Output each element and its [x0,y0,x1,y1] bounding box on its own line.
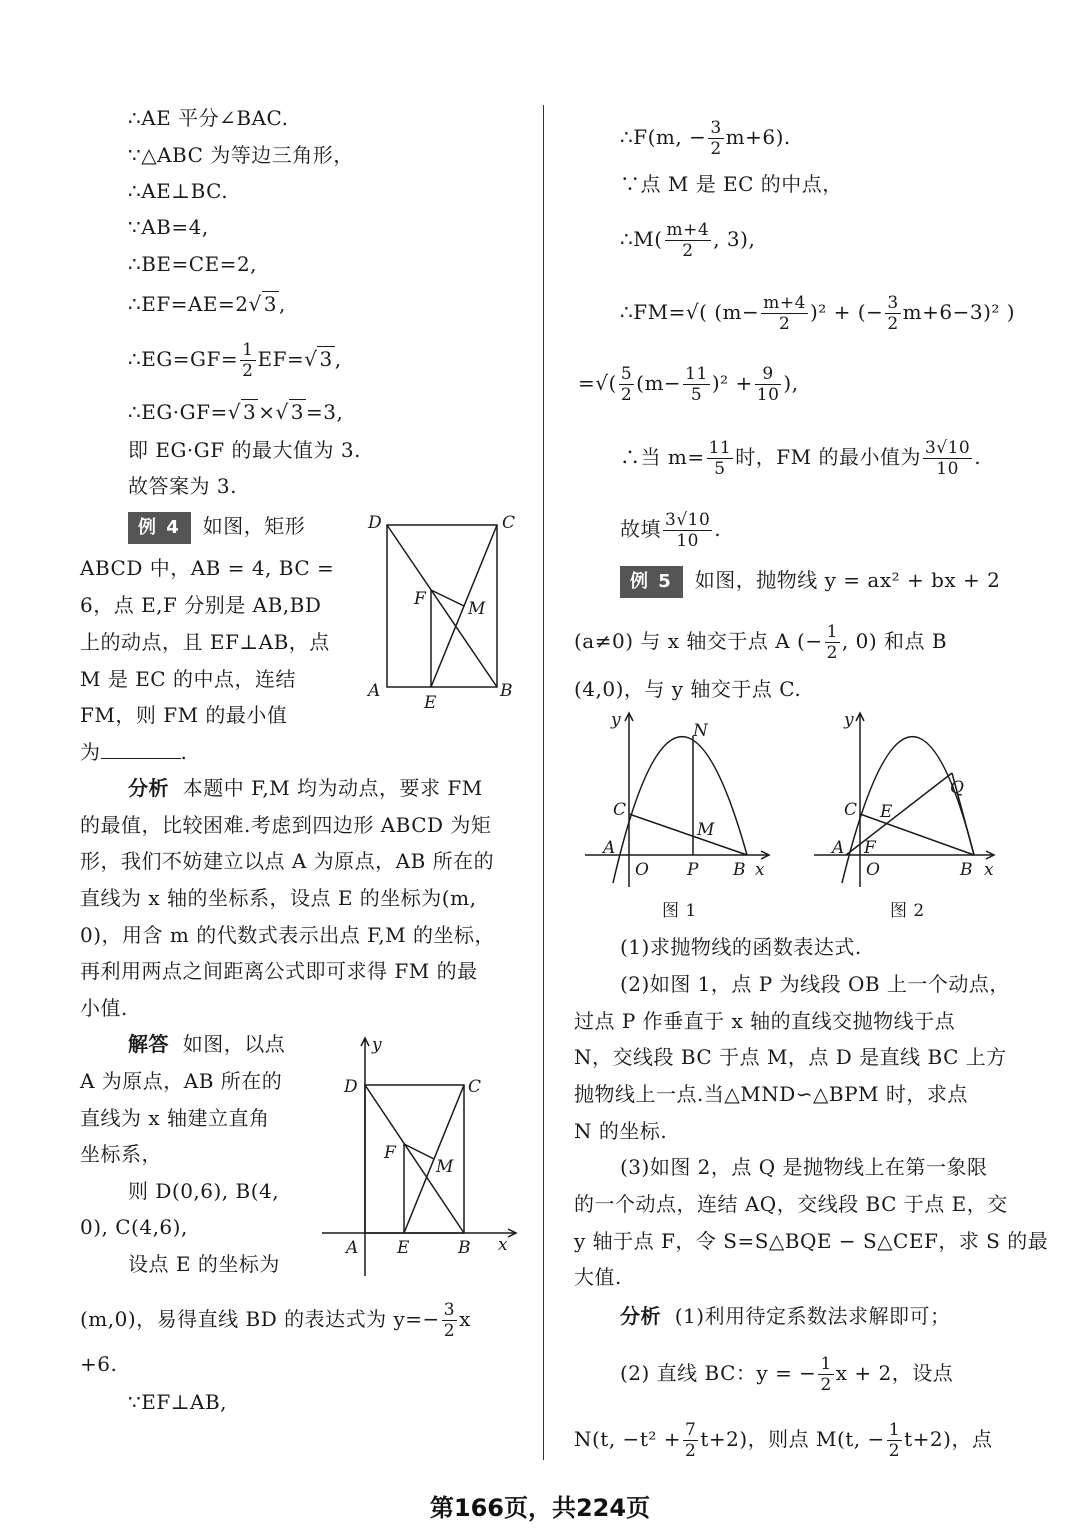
text-line: ∴AE⊥BC. [128,179,229,203]
point-label: N [693,721,708,741]
point-label: A [832,838,845,858]
point-label: C [502,513,516,533]
text: N(t, −t² + [574,1427,681,1451]
text: 时，FM 的最小值为 [735,445,921,469]
point-label: Q [950,778,964,798]
text-line: A 为原点，AB 所在的 [80,1069,283,1093]
analysis-tag: 分析 [620,1304,661,1328]
radicand: 3 [319,347,333,371]
numerator: 11 [685,364,708,384]
numerator: 1 [888,1420,901,1440]
numerator: 3 [710,118,722,138]
fraction [885,293,900,334]
text: 如图，以点 [182,1032,286,1056]
fraction [825,622,840,663]
point-label: O [866,860,880,880]
text-line: N，交线段 BC 于点 M，点 D 是直线 BC 上方 [574,1045,1007,1069]
point-label: C [468,1077,482,1097]
text: . [714,517,722,541]
analysis-heading [620,1302,951,1330]
answer-blank [101,758,181,759]
text-line: N 的坐标. [574,1119,668,1143]
text-line: (2)如图 1，点 P 为线段 OB 上一个动点， [620,972,1010,996]
fraction [761,293,808,334]
text: . [180,740,188,764]
text-line: ∵点 M 是 EC 的中点， [620,172,843,196]
point-label: B [733,860,746,880]
text: ∴EG·GF= [128,400,228,424]
text: ∴FM=√( (m− [620,300,760,324]
text: t+2)，点 [904,1427,993,1451]
text-line [620,438,981,479]
text-line: 的一个动点，连结 AQ，交线段 BC 于点 E，交 [574,1192,1008,1216]
fraction [665,220,712,261]
text: ), [783,371,799,395]
text: × [258,400,276,424]
axis-label: x [498,1235,508,1255]
text-line: M 是 EC 的中点，连结 [80,667,296,691]
numerator: 1 [826,622,838,642]
text: 为 [80,740,101,764]
text: =3, [306,400,344,424]
denominator: 2 [820,1375,832,1395]
text: )² + [711,371,753,395]
numerator: 9 [755,364,782,385]
text: ∴EF=AE=2 [128,292,249,316]
example-tag: 例 4 [128,512,191,544]
rectangle-figure [360,510,525,715]
point-label: P [687,860,699,880]
segment-fm [404,1144,434,1159]
point-label: O [635,860,649,880]
column-divider [543,105,544,1460]
point-label: F [864,838,876,858]
text: ∴F(m, − [620,125,707,149]
numerator: 11 [708,438,732,458]
text: 故填 [620,517,661,541]
radicand: 3 [290,400,305,424]
text-line: FM，则 FM 的最小值 [80,703,288,727]
text: )² + (− [809,300,884,324]
point-label: D [344,1077,358,1097]
text: x + 2，设点 [835,1361,954,1385]
denominator: 2 [888,1441,901,1461]
text-line [578,364,799,405]
coordinate-rectangle-figure [318,1030,528,1280]
text: , 0) 和点 B [841,629,948,653]
fraction [755,364,782,405]
text-line [80,1300,471,1341]
fraction [619,364,634,405]
text-line: 过点 P 作垂直于 x 轴的直线交抛物线于点 [574,1009,956,1033]
text-line: ∵EF⊥AB, [128,1390,228,1414]
text-line: y 轴于点 F，令 S=S△BQE − S△CEF，求 S 的最 [574,1229,1049,1253]
numerator: 1 [820,1354,832,1374]
text: 如图，矩形 [202,514,306,538]
fraction [923,438,972,479]
numerator: 3√10 [665,510,711,530]
numerator: 3√10 [924,438,971,458]
point-label: B [458,1238,471,1258]
text-line: 则 D(0,6), B(4, [128,1179,280,1203]
line-bc [860,814,974,855]
text-line: 设点 E 的坐标为 [128,1252,280,1276]
fraction [663,510,712,551]
denominator: 2 [887,314,899,334]
text: (1)利用待定系数法求解即可； [674,1304,951,1328]
axis-label: y [372,1035,382,1055]
point-label: A [368,681,381,701]
analysis-tag: 分析 [128,776,169,800]
text-line: 6，点 E,F 分别是 AB,BD [80,593,322,617]
text: , [278,292,286,316]
text-line: ∴BE=CE=2, [128,252,258,276]
denominator: 5 [690,385,703,405]
denominator: 2 [684,1441,697,1461]
text-line: (1)求抛物线的函数表达式. [620,935,862,959]
text: =√( [578,371,617,395]
text-line: 即 EG·GF 的最大值为 3. [128,438,361,462]
numerator: 3 [887,293,899,313]
fraction [818,1354,833,1395]
numerator: m+4 [666,220,710,240]
text-line: +6. [80,1352,118,1376]
axis-label: x [755,860,765,880]
text: (2) 直线 BC：y = − [620,1361,817,1385]
point-label: E [424,693,437,713]
parabola-figure-1 [583,705,788,900]
point-label: M [436,1157,454,1177]
fraction [887,1420,902,1461]
numerator: m+4 [763,293,806,313]
point-label: F [384,1143,396,1163]
text-line: 小值. [80,996,128,1020]
text-line [620,1354,953,1395]
text: 本题中 F,M 均为动点，要求 FM [182,776,483,800]
denominator: 5 [714,459,726,479]
text: EF= [257,347,305,371]
denominator: 2 [826,643,838,663]
text: ∴当 m= [620,445,705,469]
text: m+6−3)² ) [902,300,1016,324]
analysis-heading [128,774,483,802]
figure-caption: 图 2 [890,901,925,921]
numerator: 1 [242,340,254,360]
text-line: (3)如图 2，点 Q 是抛物线上在第一象限 [620,1155,988,1179]
text: x [459,1307,471,1331]
example-heading [620,566,1000,598]
fraction [683,364,710,405]
text: m+6). [725,125,791,149]
text-line: 直线为 x 轴的坐标系，设点 E 的坐标为(m, [80,886,477,910]
point-label: E [397,1238,410,1258]
numerator: 5 [620,364,633,384]
text-line: 抛物线上一点.当△MND∽△BPM 时，求点 [574,1082,968,1106]
text-line [80,738,187,766]
parabola-figure-2 [812,705,1012,900]
radicand: 3 [243,400,257,424]
point-label: C [844,800,858,820]
text-line: 形，我们不妨建立以点 A 为原点，AB 所在的 [80,849,495,873]
fraction [707,438,734,479]
text-line: ∴AE 平分∠BAC. [128,106,289,130]
example-tag: 例 5 [620,566,683,598]
text-line [574,622,947,663]
text: ∴M( [620,227,663,251]
text-line: 上的动点，且 EF⊥AB，点 [80,630,330,654]
text-line: ∵AB=4, [128,215,209,239]
radicand: 3 [263,292,277,316]
axis-label: y [611,710,621,730]
text-line: (4,0)，与 y 轴交于点 C. [574,677,802,701]
text-line: ∴EG=GF= $\frac{1}{2}$ EF=√ 3 , [128,340,342,381]
text-line [620,510,721,551]
point-label: A [346,1238,359,1258]
fraction [240,340,255,381]
text-line: 大值. [574,1265,622,1289]
point-label: B [500,681,513,701]
point-label: M [468,599,486,619]
page-footer: 第166页，共224页 [429,1494,651,1522]
numerator: 7 [684,1420,697,1440]
parabola-curve [842,737,974,883]
text-line: ∴EG·GF=√ 3 ×√ 3 =3, [128,400,344,424]
denominator: 10 [936,459,959,479]
fraction [708,118,723,159]
text: (m− [636,371,682,395]
point-label: A [603,838,616,858]
point-label: C [613,800,627,820]
text: , [334,347,342,371]
denominator: 10 [756,385,780,405]
text-line [620,118,791,159]
text-line: 0)，用含 m 的代数式表示出点 F,M 的坐标， [80,923,496,947]
solution-tag: 解答 [128,1032,169,1056]
text-line [620,220,755,261]
point-label: F [414,589,426,609]
parabola-curve [613,737,747,883]
text: , 3), [713,227,756,251]
figure-caption: 图 1 [662,901,697,921]
denominator: 2 [443,1321,456,1341]
text-line [620,293,1015,334]
denominator: 2 [710,139,722,159]
text-line [574,1420,992,1461]
text: ∴EG=GF= [128,347,239,371]
fraction [683,1420,698,1461]
text-line: ∵△ABC 为等边三角形， [128,143,354,167]
text-line: 的最值，比较困难.考虑到四边形 ABCD 为矩 [80,813,492,837]
text: 如图，抛物线 y = ax² + bx + 2 [694,568,1001,592]
axis-label: y [844,710,854,730]
point-label: B [960,860,973,880]
denominator: 2 [242,361,254,381]
text-line: ABCD 中，AB = 4, BC = [80,556,335,580]
denominator: 10 [676,531,699,551]
denominator: 2 [620,385,633,405]
point-label: D [368,513,382,533]
fraction [442,1300,457,1341]
text-line: 坐标系， [80,1142,162,1166]
text: t+2)，则点 M(t, − [700,1427,885,1451]
text-line: 0), C(4,6), [80,1215,188,1239]
example-heading [128,512,305,544]
text: (a≠0) 与 x 轴交于点 A (− [574,629,823,653]
denominator: 2 [778,314,791,334]
text-line: 故答案为 3. [128,474,237,498]
text: (m,0)，易得直线 BD 的表达式为 y=− [80,1307,440,1331]
point-label: E [880,802,893,822]
line-bc [629,814,747,855]
text-line: 直线为 x 轴建立直角 [80,1106,270,1130]
text-line: 再利用两点之间距离公式即可求得 FM 的最 [80,959,478,983]
text-line: ∴EF=AE=2√ 3 , [128,292,286,316]
axis-label: x [984,860,994,880]
denominator: 2 [682,241,694,261]
numerator: 3 [443,1300,456,1320]
point-label: M [697,820,715,840]
solution-heading [128,1030,285,1058]
text: . [974,445,982,469]
